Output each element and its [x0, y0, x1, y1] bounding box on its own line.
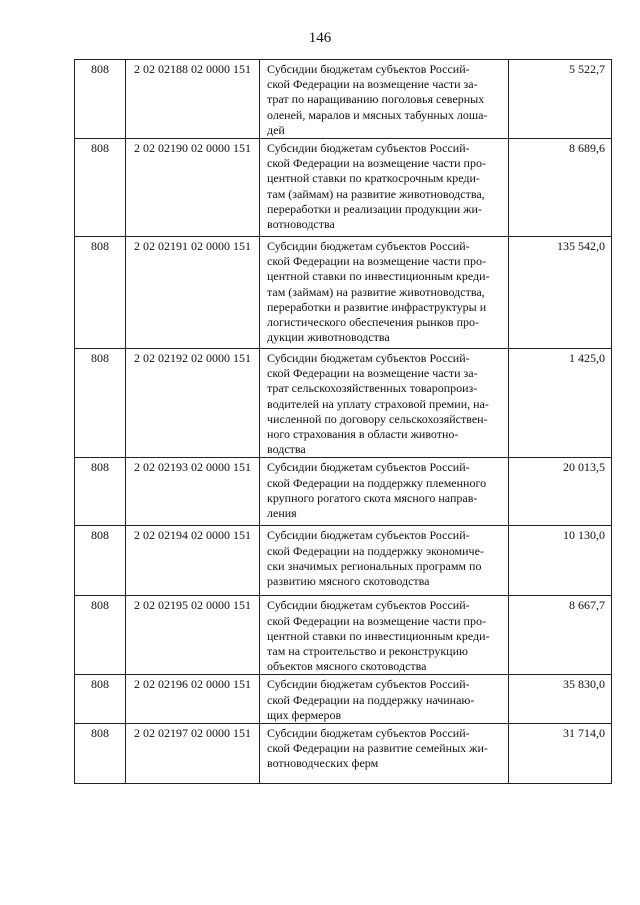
income-name-line: Субсидии бюджетам субъектов Россий-	[267, 726, 470, 741]
amount-cell: 31 714,0	[509, 724, 612, 784]
income-name-cell	[260, 349, 509, 458]
income-name-line: ской Федерации на развитие семейных жи-	[267, 741, 488, 756]
admin-code-cell: 808	[75, 675, 126, 724]
income-name-line: водства	[267, 442, 306, 457]
income-name-cell	[260, 724, 509, 784]
admin-code-cell: 808	[75, 458, 126, 526]
income-name-line: крупного рогатого скота мясного направ-	[267, 490, 478, 505]
budget-code-cell: 2 02 02197 02 0000 151	[126, 724, 260, 784]
table-row	[75, 60, 612, 139]
income-name-line: Субсидии бюджетам субъектов Россий-	[267, 677, 470, 692]
income-name-line: трат по наращиванию поголовья северных	[267, 92, 485, 107]
income-name-line: Субсидии бюджетам субъектов Россий-	[267, 528, 470, 543]
income-name-line: Субсидии бюджетам субъектов Россий-	[267, 351, 470, 366]
income-name-line: Субсидии бюджетам субъектов Россий-	[267, 62, 470, 76]
admin-code-cell: 808	[75, 349, 126, 458]
income-name-line: центной ставки по инвестиционным креди-	[267, 628, 490, 643]
income-name-line: вотноводческих ферм	[267, 756, 379, 771]
admin-code-cell: 808	[75, 596, 126, 675]
budget-code-cell: 2 02 02193 02 0000 151	[126, 458, 260, 526]
budget-code-cell: 2 02 02188 02 0000 151	[126, 60, 260, 139]
income-name-line: ской Федерации на поддержку экономиче-	[267, 543, 484, 558]
budget-table-body	[75, 60, 612, 784]
income-name-line: дукции животноводства	[267, 330, 390, 345]
amount-cell: 8 689,6	[509, 139, 612, 237]
income-name-line: ления	[267, 506, 297, 521]
income-name-line: центной ставки по инвестиционным креди-	[267, 269, 490, 284]
income-name-line: ской Федерации на возмещение части про-	[267, 254, 486, 269]
income-name-line: вотноводства	[267, 217, 335, 232]
admin-code-cell: 808	[75, 60, 126, 139]
income-name-line: ного страхования в области животно-	[267, 427, 459, 442]
income-name-line: ской Федерации на возмещение части про-	[267, 613, 486, 628]
income-name-line: трат сельскохозяйственных товаропроиз-	[267, 381, 478, 396]
amount-cell: 5 522,7	[509, 60, 612, 139]
table-row	[75, 675, 612, 724]
amount-cell: 8 667,7	[509, 596, 612, 675]
budget-table	[74, 59, 612, 784]
income-name-line: ски значимых региональных программ по	[267, 558, 482, 573]
admin-code-cell: 808	[75, 724, 126, 784]
income-name-cell	[260, 458, 509, 526]
income-name-line: объектов мясного скотоводства	[267, 659, 427, 674]
amount-cell: 135 542,0	[509, 237, 612, 349]
amount-cell: 20 013,5	[509, 458, 612, 526]
income-name-line: ской Федерации на возмещение части за-	[267, 366, 478, 381]
amount-cell: 10 130,0	[509, 526, 612, 596]
income-name-line: логистического обеспечения рынков про-	[267, 315, 480, 330]
table-row	[75, 724, 612, 784]
admin-code-cell: 808	[75, 526, 126, 596]
table-row	[75, 139, 612, 237]
table-row	[75, 349, 612, 458]
income-name-cell	[260, 60, 509, 139]
income-name-line: оленей, маралов и мясных табунных лоша-	[267, 107, 488, 122]
budget-code-cell: 2 02 02192 02 0000 151	[126, 349, 260, 458]
income-name-line: переработки и реализации продукции жи-	[267, 201, 482, 216]
income-name-line: переработки и развитие инфраструктуры и	[267, 299, 487, 314]
income-name-line: щих фермеров	[267, 707, 342, 722]
budget-code-cell: 2 02 02194 02 0000 151	[126, 526, 260, 596]
budget-code-cell: 2 02 02190 02 0000 151	[126, 139, 260, 237]
budget-code-cell: 2 02 02196 02 0000 151	[126, 675, 260, 724]
page-number: 146	[308, 30, 332, 46]
income-name-line: дей	[267, 122, 285, 137]
table-row	[75, 526, 612, 596]
admin-code-cell: 808	[75, 139, 126, 237]
budget-code-cell: 2 02 02195 02 0000 151	[126, 596, 260, 675]
income-name-line: водителей на уплату страховой премии, на-	[267, 396, 489, 411]
income-name-line: Субсидии бюджетам субъектов Россий-	[267, 239, 470, 254]
income-name-line: Субсидии бюджетам субъектов Россий-	[267, 460, 470, 475]
table-row	[75, 458, 612, 526]
budget-code-cell: 2 02 02191 02 0000 151	[126, 237, 260, 349]
income-name-cell	[260, 237, 509, 349]
income-name-line: там (займам) на развитие животноводства,	[267, 284, 485, 299]
income-name-cell	[260, 526, 509, 596]
income-name-line: там (займам) на развитие животноводства,	[267, 186, 485, 201]
income-name-cell	[260, 675, 509, 724]
income-name-line: ской Федерации на поддержку племенного	[267, 475, 487, 490]
income-name-line: Субсидии бюджетам субъектов Россий-	[267, 141, 470, 156]
income-name-cell	[260, 139, 509, 237]
amount-cell: 35 830,0	[509, 675, 612, 724]
income-name-line: центной ставки по краткосрочным креди-	[267, 171, 480, 186]
income-name-line: развитию мясного скотоводства	[267, 574, 430, 589]
table-row	[75, 237, 612, 349]
income-name-line: ской Федерации на возмещение части за-	[267, 77, 478, 92]
amount-cell: 1 425,0	[509, 349, 612, 458]
income-name-line: Субсидии бюджетам субъектов Россий-	[267, 598, 470, 613]
income-name-line: ской Федерации на поддержку начинаю-	[267, 692, 475, 707]
income-name-line: численной по договору сельскохозяйствен-	[267, 411, 488, 426]
income-name-line: ской Федерации на возмещение части про-	[267, 156, 486, 171]
income-name-line: там на строительство и реконструкцию	[267, 644, 468, 659]
admin-code-cell: 808	[75, 237, 126, 349]
table-row	[75, 596, 612, 675]
income-name-cell	[260, 596, 509, 675]
